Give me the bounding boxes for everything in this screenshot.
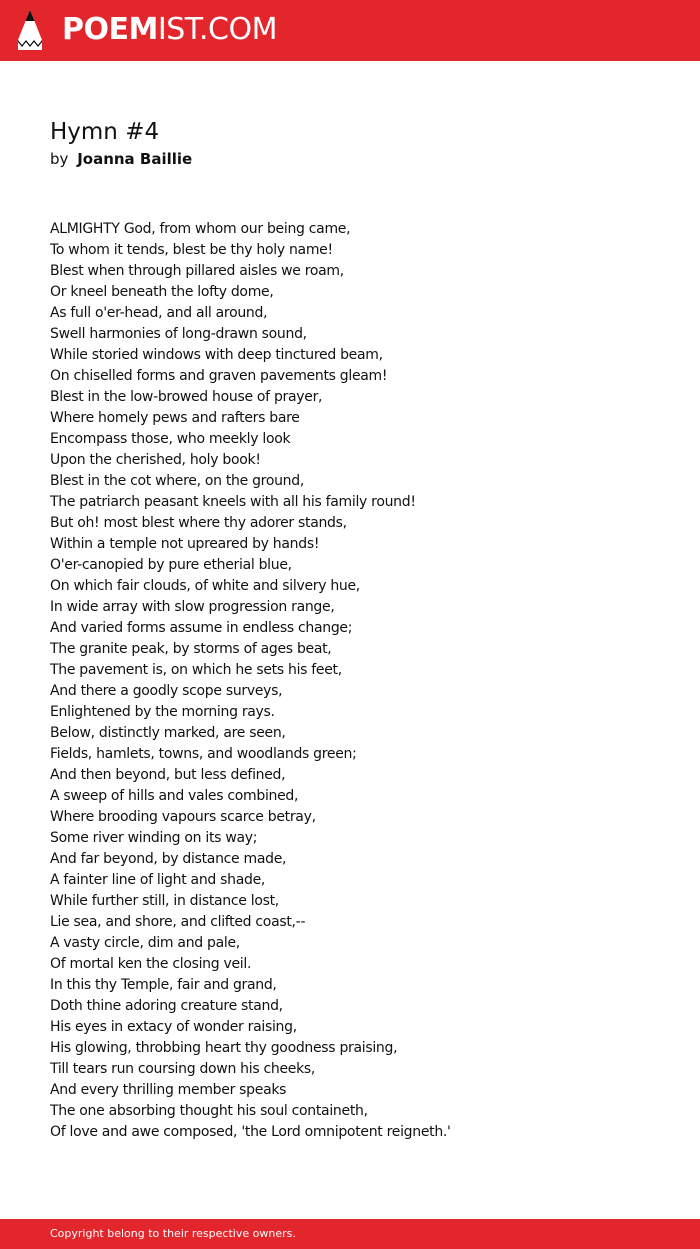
poem-line: The pavement is, on which he sets his feet, [50,662,342,678]
copyright-notice: Copyright belong to their respective owners. [50,1227,296,1240]
poem-line: Upon the cherished, holy book! [50,452,261,468]
poem-line: Of love and awe composed, 'the Lord omnipotent reigneth.' [50,1124,451,1140]
poem-line: And there a goodly scope surveys, [50,683,283,699]
pencil-tip-icon [17,9,43,51]
poem-byline [50,149,192,169]
poem-line: And varied forms assume in endless change; [50,620,353,636]
poem-line: To whom it tends, blest be thy holy name! [50,242,333,258]
poem-line: Within a temple not upreared by hands! [50,536,320,552]
poem-author: Joanna Baillie [77,150,193,168]
poem-line: Blest in the low-browed house of prayer, [50,389,323,405]
poem-line: Encompass those, who meekly look [50,431,291,447]
poem-line: ALMIGHTY God, from whom our being came, [50,221,351,237]
poem-line: Doth thine adoring creature stand, [50,998,283,1014]
poem-line: The patriarch peasant kneels with all his family round! [50,494,416,510]
site-logo[interactable] [62,12,277,48]
poem-line: Till tears run coursing down his cheeks, [50,1061,316,1077]
by-label: by [50,150,69,168]
poem-line: Blest in the cot where, on the ground, [50,473,304,489]
poem-line: The one absorbing thought his soul containeth, [50,1103,368,1119]
poem-line: On which fair clouds, of white and silvery hue, [50,578,360,594]
poem-line: As full o'er-head, and all around, [50,305,268,321]
poem-line: Enlightened by the morning rays. [50,704,275,720]
poem-line: Of mortal ken the closing veil. [50,956,252,972]
poem-line: Blest when through pillared aisles we roam, [50,263,344,279]
poem-line: In this thy Temple, fair and grand, [50,977,277,993]
poem-line: And far beyond, by distance made, [50,851,287,867]
poem-line: A sweep of hills and vales combined, [50,788,299,804]
poem-line: A vasty circle, dim and pale, [50,935,240,951]
poem-line: And then beyond, but less defined, [50,767,286,783]
poem-line: Lie sea, and shore, and clifted coast,-- [50,914,306,930]
poem-line: Below, distinctly marked, are seen, [50,725,286,741]
poem-line: His glowing, throbbing heart thy goodness praising, [50,1040,398,1056]
poem-line: On chiselled forms and graven pavements gleam! [50,368,388,384]
logo-text-light: IST.COM [157,12,277,47]
poem-line: While further still, in distance lost, [50,893,279,909]
poem-line: His eyes in extacy of wonder raising, [50,1019,297,1035]
poem-line: Where homely pews and rafters bare [50,410,300,426]
site-header [0,0,700,61]
poem-line: While storied windows with deep tinctured beam, [50,347,383,363]
poem-line: The granite peak, by storms of ages beat, [50,641,332,657]
poem-line: Where brooding vapours scarce betray, [50,809,316,825]
poem-line: Some river winding on its way; [50,830,258,846]
poem-body [50,219,670,1143]
poem-line: In wide array with slow progression range, [50,599,335,615]
poem-line: O'er-canopied by pure etherial blue, [50,557,292,573]
logo-text-bold: POEM [62,12,158,47]
poem-line: A fainter line of light and shade, [50,872,266,888]
poem-line: Or kneel beneath the lofty dome, [50,284,274,300]
site-footer [0,1219,700,1249]
poem-line: Swell harmonies of long-drawn sound, [50,326,307,342]
poem-line: But oh! most blest where thy adorer stands, [50,515,347,531]
poem-title: Hymn #4 [50,119,160,145]
poem-line: And every thrilling member speaks [50,1082,287,1098]
poem-line: Fields, hamlets, towns, and woodlands green; [50,746,357,762]
